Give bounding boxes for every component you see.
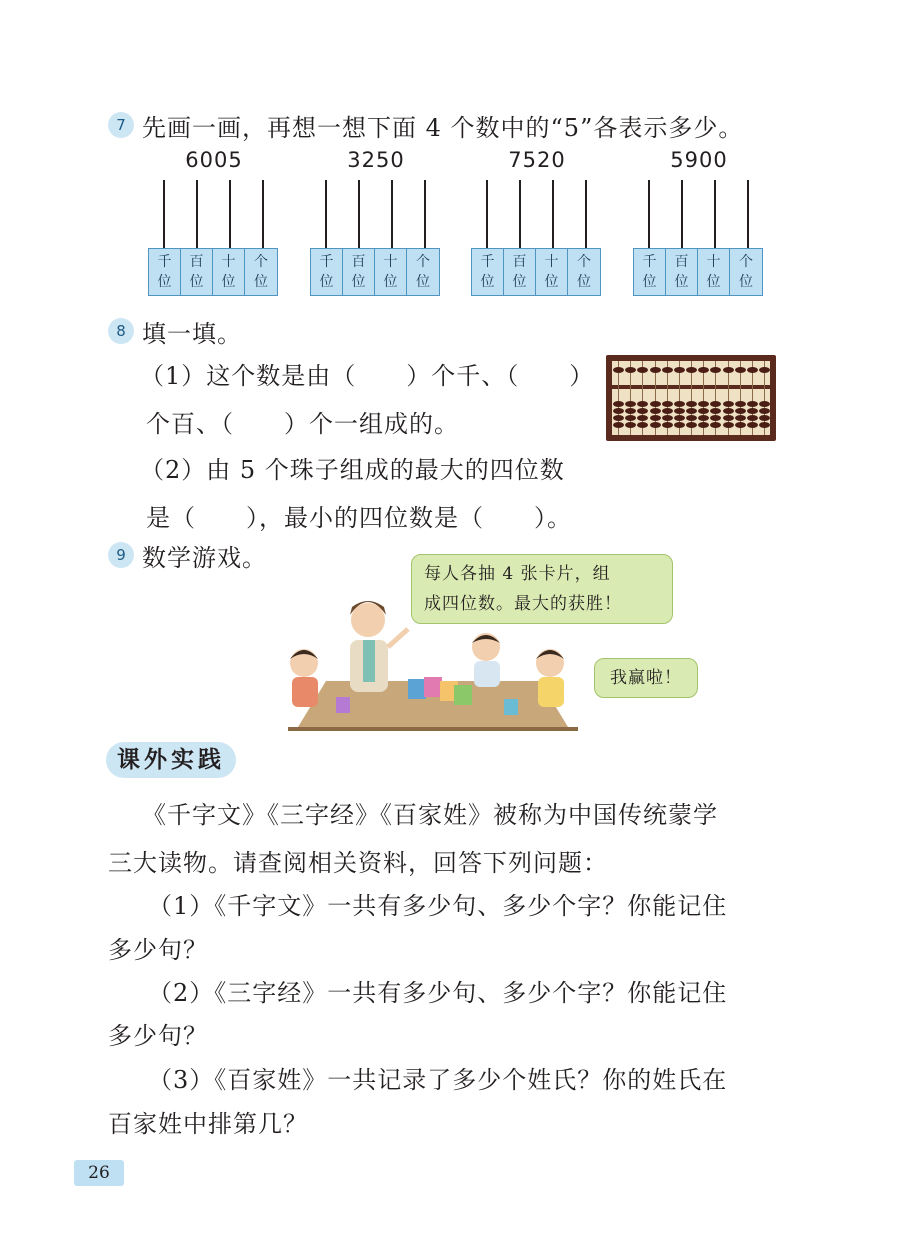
teacher-scarf: [363, 640, 375, 682]
place-cell-hundreds: 百 位: [181, 249, 213, 295]
question-8-part1-line2: 个百、（ ）个一组成的。: [146, 410, 459, 438]
abacus-rod: [585, 180, 587, 248]
abacus-bead: [686, 422, 697, 428]
place-cell-ones: 个 位: [739, 254, 753, 290]
abacus-bead: [613, 422, 624, 428]
abacus-bead: [637, 408, 648, 414]
abacus-bead: [747, 415, 758, 421]
abacus-bead: [674, 408, 685, 414]
abacus-bead: [747, 422, 758, 428]
practice-q1-line2: 多少句？: [108, 936, 208, 964]
place-cell-tens: 十 位: [536, 249, 568, 295]
abacus-bead: [637, 422, 648, 428]
place-cell-thousands: 千 位: [311, 249, 343, 295]
place-cell-thousands: 千 位: [149, 249, 181, 295]
abacus-bead: [662, 415, 673, 421]
card: [504, 699, 518, 715]
abacus-bead: [662, 401, 673, 407]
abacus-image: [606, 355, 776, 441]
abacus-bead: [723, 401, 734, 407]
practice-q2-line2: 多少句？: [108, 1022, 208, 1050]
child-right-body: [538, 677, 564, 707]
abacus-rod: [229, 180, 231, 248]
abacus-bead: [613, 401, 624, 407]
place-cell-hundreds: 百 位: [343, 249, 375, 295]
practice-intro-line2: 三大读物。请查阅相关资料，回答下列问题：: [108, 849, 608, 877]
abacus-rod: [163, 180, 165, 248]
abacus-bead: [613, 415, 624, 421]
abacus-bead: [686, 408, 697, 414]
teacher-pointing-arm: [388, 629, 408, 647]
question-8-part1-line1: （1）这个数是由（ ）个千、（ ）: [140, 362, 595, 390]
question-8-instruction: 填一填。: [142, 320, 242, 348]
abacus-bead: [747, 408, 758, 414]
practice-q3-line1: （3）《百家姓》一共记录了多少个姓氏？你的姓氏在: [148, 1066, 728, 1094]
teacher-speech-line2: 成四位数。最大的获胜！: [424, 594, 622, 614]
question-7-instruction: 先画一画，再想一想下面 4 个数中的“5”各表示多少。: [142, 114, 744, 142]
abacus-rod: [648, 180, 650, 248]
table-edge: [288, 727, 578, 731]
abacus-bead: [759, 408, 770, 414]
question-9-instruction: 数学游戏。: [142, 544, 267, 572]
question-8-badge: 8: [108, 318, 134, 344]
chart-number: 3250: [347, 148, 405, 172]
abacus-bead: [759, 415, 770, 421]
practice-q3-line2: 百家姓中排第几？: [108, 1110, 308, 1138]
abacus-bead: [650, 367, 661, 373]
practice-q2-line1: （2）《三字经》一共有多少句、多少个字？你能记住: [148, 979, 728, 1007]
abacus-rod: [262, 180, 264, 248]
abacus-bead: [735, 367, 746, 373]
abacus-rod: [358, 180, 360, 248]
abacus-bead: [710, 422, 721, 428]
abacus-bead: [759, 422, 770, 428]
place-cell-ones: 个 位: [254, 254, 268, 290]
card: [454, 685, 472, 705]
place-cell-tens: 十 位: [375, 249, 407, 295]
abacus-bead: [723, 408, 734, 414]
abacus-bead: [710, 401, 721, 407]
abacus-bead: [662, 422, 673, 428]
abacus-bead: [625, 367, 636, 373]
chart-number: 6005: [185, 148, 243, 172]
place-value-chart-1: [148, 148, 280, 296]
abacus-bead: [674, 401, 685, 407]
question-7-badge: 7: [108, 112, 134, 138]
abacus-bead: [650, 401, 661, 407]
teacher-speech-line1: 每人各抽 4 张卡片，组: [424, 564, 611, 584]
page-number: 26: [74, 1160, 124, 1186]
abacus-bead: [650, 408, 661, 414]
abacus-bead: [710, 408, 721, 414]
abacus-rod: [391, 180, 393, 248]
abacus-bead: [735, 401, 746, 407]
abacus-bead: [735, 408, 746, 414]
abacus-rod: [196, 180, 198, 248]
question-8-part2-line1: （2）由 5 个珠子组成的最大的四位数: [140, 456, 565, 484]
question-8-part2-line2: 是（ ），最小的四位数是（ ）。: [146, 504, 572, 532]
abacus-rod: [519, 180, 521, 248]
place-cell-hundreds: 百 位: [666, 249, 698, 295]
place-cell-hundreds: 百 位: [504, 249, 536, 295]
place-cell-tens: 十 位: [698, 249, 730, 295]
place-value-chart-2: [310, 148, 442, 296]
practice-intro-line1: 《千字文》《三字经》《百家姓》被称为中国传统蒙学: [142, 801, 718, 829]
abacus-bead: [698, 408, 709, 414]
abacus-rod: [714, 180, 716, 248]
abacus-bead: [723, 367, 734, 373]
abacus-bead: [686, 415, 697, 421]
place-value-chart-3: [471, 148, 603, 296]
abacus-bead: [698, 401, 709, 407]
abacus-bead: [747, 401, 758, 407]
abacus-bead: [637, 415, 648, 421]
abacus-bead: [759, 401, 770, 407]
abacus-bead: [637, 401, 648, 407]
child-middle-body: [474, 661, 500, 687]
place-cell-tens: 十 位: [213, 249, 245, 295]
abacus-bead: [637, 367, 648, 373]
card: [424, 677, 442, 697]
abacus-bead: [698, 422, 709, 428]
card: [408, 679, 426, 699]
place-cell-thousands: 千 位: [634, 249, 666, 295]
classroom-game-illustration: [278, 585, 588, 735]
abacus-bead: [625, 401, 636, 407]
teacher-head: [351, 603, 385, 637]
abacus-bead: [625, 415, 636, 421]
abacus-bead: [674, 367, 685, 373]
abacus-bead: [650, 415, 661, 421]
child-speech-bubble: 我赢啦！: [594, 658, 698, 698]
abacus-bead: [735, 415, 746, 421]
abacus-bead: [747, 367, 758, 373]
abacus-rod: [747, 180, 749, 248]
abacus-rod: [424, 180, 426, 248]
abacus-bead: [698, 367, 709, 373]
abacus-rod: [552, 180, 554, 248]
place-cell-ones: 个 位: [577, 254, 591, 290]
abacus-bead: [662, 367, 673, 373]
chart-number: 5900: [670, 148, 728, 172]
abacus-bead: [613, 408, 624, 414]
section-title-practice: 课外实践: [106, 742, 236, 778]
abacus-bead: [686, 401, 697, 407]
child-left-body: [292, 677, 318, 707]
question-9-badge: 9: [108, 542, 134, 568]
abacus-bead: [625, 408, 636, 414]
abacus-bead: [674, 422, 685, 428]
practice-q1-line1: （1）《千字文》一共有多少句、多少个字？你能记住: [148, 892, 728, 920]
abacus-bead: [723, 422, 734, 428]
chart-number: 7520: [508, 148, 566, 172]
abacus-rod: [681, 180, 683, 248]
abacus-bead: [710, 415, 721, 421]
abacus-rod: [325, 180, 327, 248]
abacus-bead: [723, 415, 734, 421]
abacus-bead: [686, 367, 697, 373]
card: [336, 697, 350, 713]
place-cell-thousands: 千 位: [472, 249, 504, 295]
abacus-bead: [710, 367, 721, 373]
abacus-bead: [759, 367, 770, 373]
abacus-bead: [674, 415, 685, 421]
abacus-bead: [662, 408, 673, 414]
abacus-bead: [613, 367, 624, 373]
abacus-bead: [698, 415, 709, 421]
abacus-rod: [486, 180, 488, 248]
abacus-bead: [625, 422, 636, 428]
abacus-bead: [650, 422, 661, 428]
place-cell-ones: 个 位: [416, 254, 430, 290]
place-value-chart-4: [633, 148, 765, 296]
abacus-bead: [735, 422, 746, 428]
